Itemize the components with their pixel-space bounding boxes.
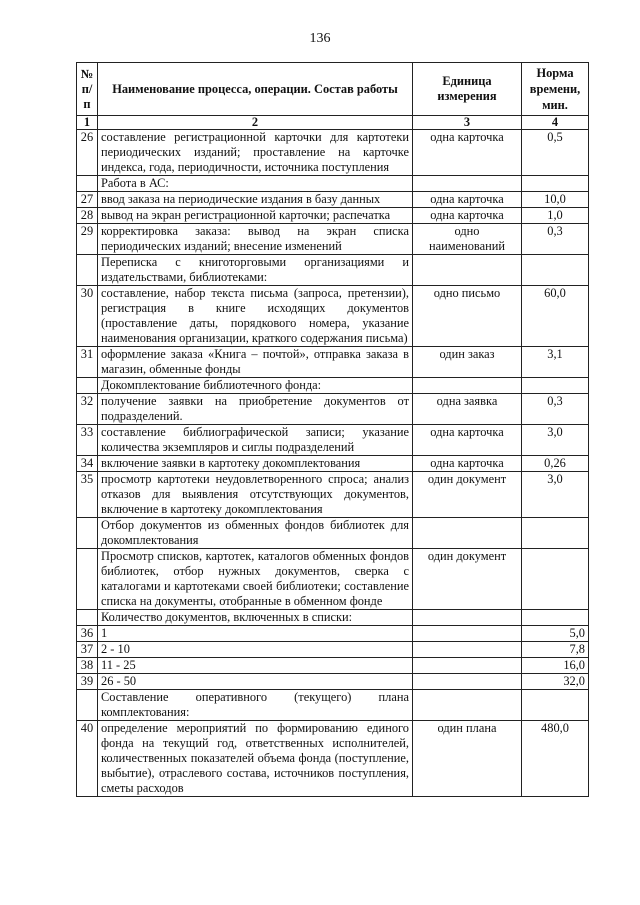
row-norm-value: 0,5 xyxy=(522,130,589,176)
row-unit: одна карточка xyxy=(413,425,522,456)
row-norm-value: 0,3 xyxy=(522,394,589,425)
row-description: 11 - 25 xyxy=(98,658,413,674)
row-description: 2 - 10 xyxy=(98,642,413,658)
row-number: 36 xyxy=(77,626,98,642)
table-row xyxy=(77,674,589,690)
row-number xyxy=(77,610,98,626)
table-row xyxy=(77,425,589,456)
table-row xyxy=(77,658,589,674)
header-operation: Наименование процесса, операции. Состав работы xyxy=(98,63,413,116)
table-row xyxy=(77,456,589,472)
row-unit: одна карточка xyxy=(413,208,522,224)
row-unit: один документ xyxy=(413,549,522,610)
table-row xyxy=(77,255,589,286)
table-header-row xyxy=(77,63,589,116)
row-number xyxy=(77,690,98,721)
row-unit: одно наименований xyxy=(413,224,522,255)
row-norm-value: 5,0 xyxy=(522,626,589,642)
row-number: 39 xyxy=(77,674,98,690)
row-unit xyxy=(413,642,522,658)
table-row xyxy=(77,192,589,208)
row-norm-value: 16,0 xyxy=(522,658,589,674)
row-norm-value: 0,3 xyxy=(522,224,589,255)
row-description: включение заявки в картотеку докомплектования xyxy=(98,456,413,472)
row-unit: одна карточка xyxy=(413,130,522,176)
row-unit: одна карточка xyxy=(413,456,522,472)
row-description: составление библиографической записи; указание количества экземпляров и сиглы подразделений xyxy=(98,425,413,456)
row-unit: один заказ xyxy=(413,347,522,378)
row-norm-value xyxy=(522,610,589,626)
row-description: 1 xyxy=(98,626,413,642)
row-description: Переписка с книготорговыми организациями и издательствами, библиотеками: xyxy=(98,255,413,286)
row-description: Отбор документов из обменных фондов библиотек для докомплектования xyxy=(98,518,413,549)
row-number: 31 xyxy=(77,347,98,378)
table-row xyxy=(77,378,589,394)
row-norm-value: 10,0 xyxy=(522,192,589,208)
row-unit: одна заявка xyxy=(413,394,522,425)
table-row xyxy=(77,642,589,658)
table-row xyxy=(77,549,589,610)
row-number: 34 xyxy=(77,456,98,472)
header-number: № п/п xyxy=(77,63,98,116)
row-description: составление, набор текста письма (запроса, претензии), регистрация в книге исходящих документов (проставление даты, порядкового номера, указание наименования организации, краткого содержания письма) xyxy=(98,286,413,347)
page-number: 136 xyxy=(309,31,331,46)
column-number-row xyxy=(77,116,589,130)
row-description: определение мероприятий по формированию единого фонда на текущий год, ответственных исполнителей, количественных показателей объема фонда (поступление, выбытие), отраслевого состава, источников поступления, сметы расходов xyxy=(98,721,413,797)
row-description: корректировка заказа: вывод на экран списка периодических изданий; внесение изменений xyxy=(98,224,413,255)
row-description: 26 - 50 xyxy=(98,674,413,690)
row-number: 33 xyxy=(77,425,98,456)
row-number: 30 xyxy=(77,286,98,347)
row-description: Количество документов, включенных в списки: xyxy=(98,610,413,626)
row-number: 40 xyxy=(77,721,98,797)
table-row xyxy=(77,721,589,797)
row-unit xyxy=(413,378,522,394)
table-row xyxy=(77,690,589,721)
time-norms-table xyxy=(76,62,589,797)
column-number: 2 xyxy=(98,116,413,130)
row-number xyxy=(77,255,98,286)
row-unit: одно письмо xyxy=(413,286,522,347)
row-norm-value xyxy=(522,518,589,549)
table-row xyxy=(77,347,589,378)
row-unit xyxy=(413,658,522,674)
row-norm-value: 3,0 xyxy=(522,472,589,518)
row-norm-value: 60,0 xyxy=(522,286,589,347)
header-unit: Единица измерения xyxy=(413,63,522,116)
row-unit xyxy=(413,626,522,642)
row-unit xyxy=(413,690,522,721)
column-number: 4 xyxy=(522,116,589,130)
row-norm-value xyxy=(522,549,589,610)
row-description: Докомплектование библиотечного фонда: xyxy=(98,378,413,394)
row-norm-value: 3,1 xyxy=(522,347,589,378)
row-description: ввод заказа на периодические издания в базу данных xyxy=(98,192,413,208)
row-norm-value: 7,8 xyxy=(522,642,589,658)
row-norm-value xyxy=(522,690,589,721)
row-number: 32 xyxy=(77,394,98,425)
table-row xyxy=(77,208,589,224)
row-norm-value: 3,0 xyxy=(522,425,589,456)
row-number xyxy=(77,518,98,549)
table-row xyxy=(77,224,589,255)
row-norm-value xyxy=(522,255,589,286)
row-unit xyxy=(413,674,522,690)
header-norm: Норма времени, мин. xyxy=(522,63,589,116)
row-unit xyxy=(413,610,522,626)
row-number xyxy=(77,549,98,610)
row-description: Просмотр списков, картотек, каталогов обменных фондов библиотек, отбор нужных документов, сверка с каталогами и картотеками своей библиотеки; составление списка на документы, отобранные в обменном фонде xyxy=(98,549,413,610)
row-description: получение заявки на приобретение документов от подразделений. xyxy=(98,394,413,425)
row-unit xyxy=(413,255,522,286)
row-description: составление регистрационной карточки для картотеки периодических изданий; проставление на карточке индекса, года, периодичности, источника поступления xyxy=(98,130,413,176)
table-row xyxy=(77,176,589,192)
row-description: просмотр картотеки неудовлетворенного спроса; анализ отказов для выявления отсутствующих документов, включение в картотеку докомплектования xyxy=(98,472,413,518)
column-number: 1 xyxy=(77,116,98,130)
row-unit xyxy=(413,176,522,192)
row-description: Составление оперативного (текущего) плана комплектования: xyxy=(98,690,413,721)
table-row xyxy=(77,472,589,518)
row-number xyxy=(77,176,98,192)
row-number: 29 xyxy=(77,224,98,255)
row-unit: один плана xyxy=(413,721,522,797)
table-row xyxy=(77,286,589,347)
row-number: 38 xyxy=(77,658,98,674)
table-row xyxy=(77,626,589,642)
row-number: 28 xyxy=(77,208,98,224)
table-row xyxy=(77,130,589,176)
row-number xyxy=(77,378,98,394)
table-row xyxy=(77,394,589,425)
row-norm-value: 480,0 xyxy=(522,721,589,797)
row-norm-value xyxy=(522,176,589,192)
row-norm-value: 0,26 xyxy=(522,456,589,472)
row-description: Работа в АС: xyxy=(98,176,413,192)
row-number: 35 xyxy=(77,472,98,518)
row-norm-value: 32,0 xyxy=(522,674,589,690)
column-number: 3 xyxy=(413,116,522,130)
table-row xyxy=(77,518,589,549)
row-description: оформление заказа «Книга – почтой», отправка заказа в магазин, обменные фонды xyxy=(98,347,413,378)
row-norm-value: 1,0 xyxy=(522,208,589,224)
row-description: вывод на экран регистрационной карточки; распечатка xyxy=(98,208,413,224)
row-number: 27 xyxy=(77,192,98,208)
row-unit xyxy=(413,518,522,549)
table-row xyxy=(77,610,589,626)
row-unit: одна карточка xyxy=(413,192,522,208)
row-number: 26 xyxy=(77,130,98,176)
row-norm-value xyxy=(522,378,589,394)
row-unit: один документ xyxy=(413,472,522,518)
row-number: 37 xyxy=(77,642,98,658)
